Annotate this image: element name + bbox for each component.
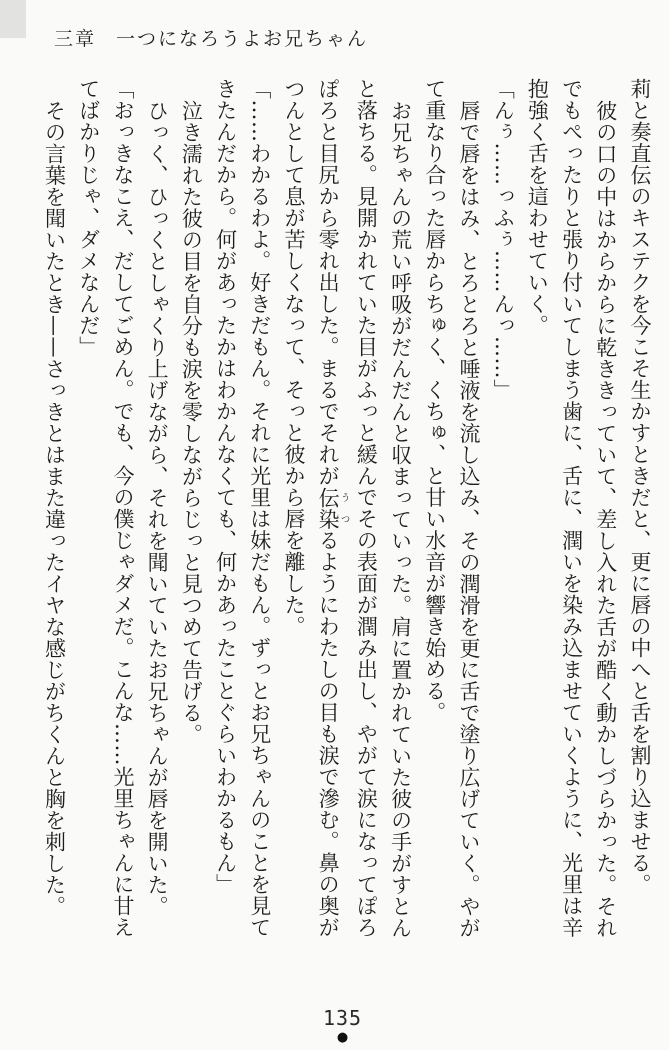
novel-text-body [41,78,657,964]
furigana-ruby: 伝染うつ [316,486,350,530]
text-column: お兄ちゃんの荒い呼吸がだんだんと収まっていった。肩に置かれていた彼の手がすとん [388,99,413,938]
text-column: 「おっきなこえ、だしてごめん。でも、今の僕じゃダメだ。こんな……光里ちゃんに甘え [110,78,135,938]
chapter-number: 三章 [54,28,97,50]
text-column: その言葉を聞いたとき——さっきとはまた違ったイヤな感じがちくんと胸を刺した。 [42,99,67,917]
text-column: と落ちる。見開かれていた目がふっと緩んでその表面が潤み出し、やがて涙になってぽろ [354,78,379,938]
text-column: 莉と奏直伝のキステクを今こそ生かすときだと、更に唇の中へと舌を割り込ませる。 [628,78,652,895]
text-column: て重なり合った唇からちゅく、くちゅ、と甘い水音が響き始める。 [422,78,447,723]
text-column: ぽろと目尻から零れ出した。まるでそれが伝染うつるようにわたしの目も涙で滲む。鼻の奥が [316,78,350,938]
text-column: つんとして息が苦しくなって、そっと彼から唇を離した。 [281,78,306,637]
text-column: てばかりじゃ、ダメなんだ」 [76,78,101,358]
text-column: ひっく、ひっくとしゃくり上げながら、それを聞いていたお兄ちゃんが唇を開いた。 [145,99,170,917]
scan-artifact [0,0,26,38]
text-column: 彼の口の中はからからに乾ききっていて、差し入れた舌が酷く動かしづらかった。それ [593,99,618,938]
text-column: 抱強く舌を這わせていく。 [525,78,550,336]
chapter-header [54,24,368,51]
page-number: 135 [322,1006,363,1030]
text-column: 「……わかるわよ。好きだもん。それに光里は妹だもん。ずっとお兄ちゃんのことを見て [247,78,272,938]
chapter-title: 一つになろうよお兄ちゃん [116,28,369,50]
text-column: 唇で唇をはみ、とろとろと唾液を流し込み、その潤滑を更に舌で塗り広げていく。やが [456,99,481,938]
text-column: きたんだから。何があったかはわかんなくても、何かあったことぐらいわかるもん」 [213,78,238,895]
page-marker-dot: ● [336,1030,349,1045]
text-column: 泣き濡れた彼の目を自分も涙を零しながらじっと見つめて告げる。 [179,99,204,745]
text-column: でもぺったりと張り付いてしまう歯に、舌に、潤いを染み込ませていくように、光里は辛 [559,78,584,938]
text-column: 「んぅ……っふぅ……んっ……」 [491,78,516,401]
